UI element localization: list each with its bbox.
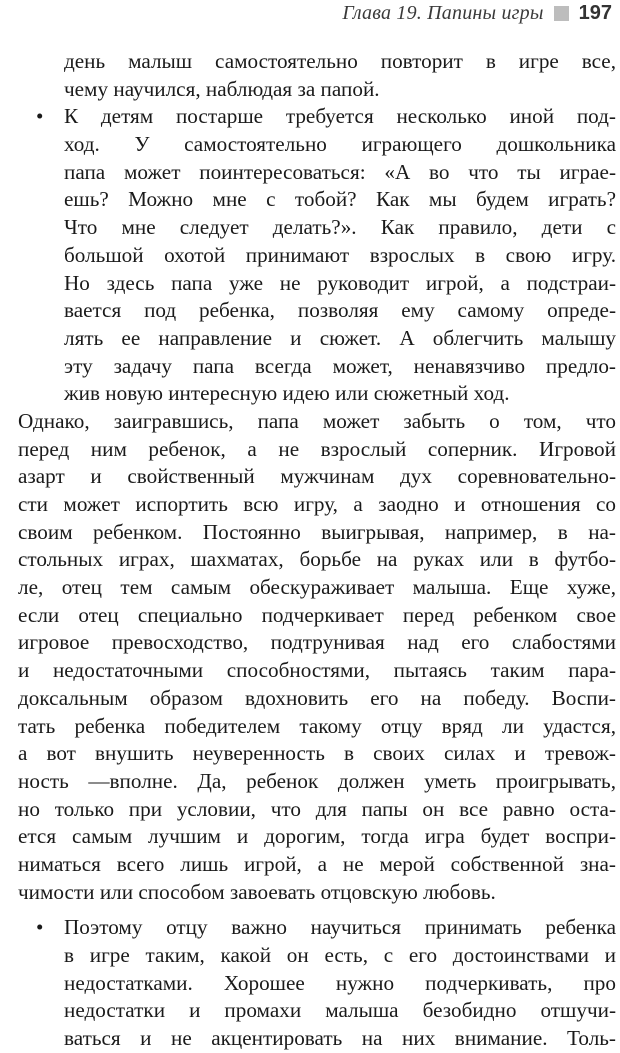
text-line: тать ребенка победителем такому отцу вряд ли удастся,	[18, 713, 616, 738]
text-line: Однако, заигравшись, папа может забыть о том, что	[18, 408, 616, 433]
text-line: ешь? Можно мне с тобой? Как мы будем играть?	[64, 187, 616, 212]
text-line: азарт и свойственный мужчинам дух соревновательно-	[18, 464, 616, 489]
body-text	[18, 48, 616, 1053]
text-line: папа может поинтересоваться: «А во что ты играе-	[64, 159, 616, 184]
text-line: Поэтому отцу важно научиться принимать ребенка	[64, 915, 616, 940]
text-line: жив новую интересную идею или сюжетный ход.	[64, 381, 510, 406]
text-line: ность —вполне. Да, ребенок должен уметь проигрывать,	[18, 768, 616, 793]
bullet-item-line	[18, 103, 616, 131]
text-line: Что мне следует делать?». Как правило, дети с	[64, 215, 616, 240]
text-line: доксальным образом вдохновить его на победу. Воспи-	[18, 685, 616, 710]
text-line: игровое превосходство, подтрунивая над его слабостями	[18, 630, 616, 655]
text-line: своим ребенком. Постоянно выигрывая, например, в на-	[18, 519, 616, 544]
bullet-item-line	[18, 914, 616, 942]
text-line: вается под ребенка, позволяя ему самому опреде-	[64, 298, 616, 323]
text-line: Но здесь папа уже не руководит игрой, а подстраи-	[64, 270, 616, 295]
text-line: эту задачу папа всегда может, ненавязчиво предло-	[64, 353, 616, 378]
bullet-marker: •	[36, 104, 44, 129]
bullet-marker: •	[36, 915, 44, 940]
text-line: но только при условии, что для папы он все равно оста-	[18, 796, 616, 821]
paragraph-gap	[18, 906, 616, 914]
text-line: недостатками. Хорошее нужно подчеркивать, про	[64, 970, 616, 995]
text-line: чему научился, наблюдая за папой.	[64, 76, 380, 101]
text-line: стольных играх, шахматах, борьбе на руках или в футбо-	[18, 547, 616, 572]
text-line: ется самым лучшим и дорогим, тогда игра будет воспри-	[18, 824, 616, 849]
text-line: сти может испортить всю игру, а заодно и отношения со	[18, 492, 616, 516]
text-line: и недостаточными способностями, пытаясь таким пара-	[18, 658, 616, 683]
header-square-marker	[554, 6, 569, 21]
text-line: ле, отец тем самым обескураживает малыша. Еще хуже,	[18, 575, 616, 600]
text-line: а вот внушить неуверенность в своих силах и тревож-	[18, 741, 616, 766]
text-line: день малыш самостоятельно повторит в игре все,	[64, 49, 616, 73]
chapter-title: Глава 19. Папины игры	[342, 1, 544, 24]
text-line: в игре таким, какой он есть, с его достоинствами и	[64, 943, 616, 967]
text-line: лять ее направление и сюжет. А облегчить малышу	[64, 325, 616, 350]
text-line: ваться и не акцентировать на них внимание. Толь-	[64, 1026, 616, 1051]
text-line: ниматься всего лишь игрой, а не мерой собственной зна-	[18, 851, 616, 876]
text-line: недостатки и промахи малыша безобидно отшучи-	[64, 998, 616, 1023]
page-number: 197	[578, 1, 612, 24]
text-line: если отец специально подчеркивает перед ребенком свое	[18, 602, 616, 627]
text-line: перед ним ребенок, а не взрослый соперник. Игровой	[18, 436, 616, 461]
text-line: чимости или способом завоевать отцовскую любовь.	[18, 879, 496, 904]
running-header	[342, 0, 612, 26]
text-line: большой охотой принимают взрослых в свою игру.	[64, 242, 616, 267]
text-line: К детям постарше требуется несколько иной под-	[64, 104, 616, 129]
text-line: ход. У самостоятельно играющего дошкольника	[64, 132, 616, 157]
